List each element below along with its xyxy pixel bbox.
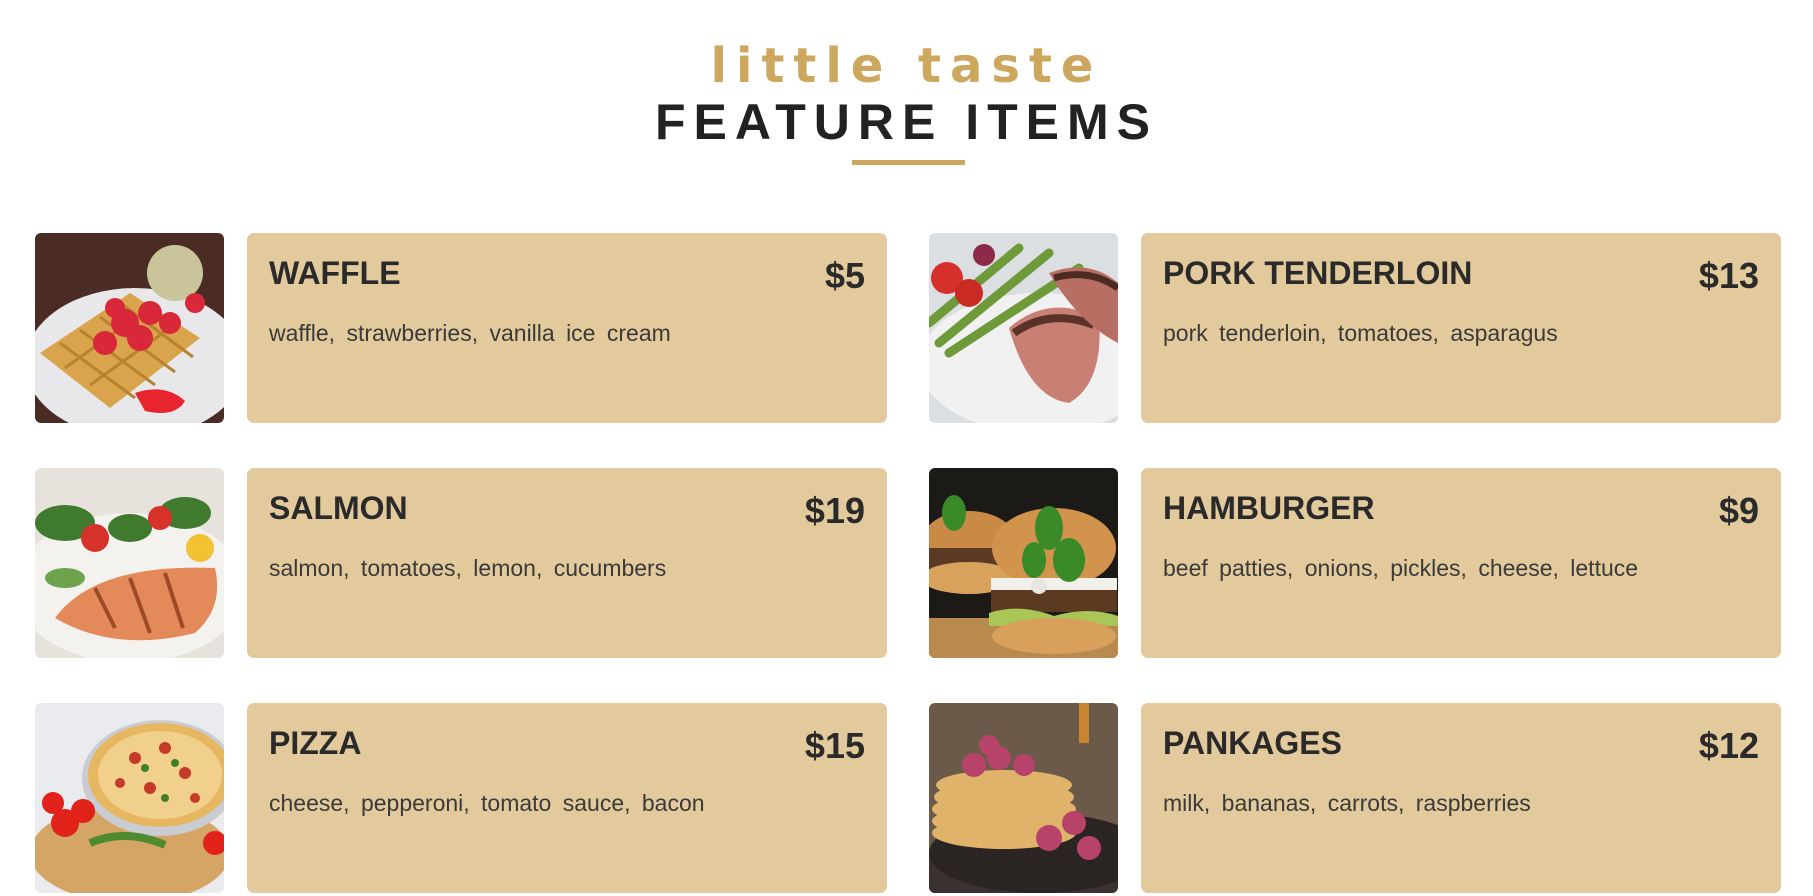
- item-name: PANKAGES: [1163, 725, 1342, 761]
- menu-item-pizza[interactable]: [35, 703, 908, 893]
- menu-card: [247, 468, 887, 658]
- menu-item-pork-tenderloin[interactable]: [929, 233, 1802, 423]
- menu-card: [247, 703, 887, 893]
- menu-card: [247, 233, 887, 423]
- waffle-photo: [35, 233, 224, 423]
- item-name: PORK TENDERLOIN: [1163, 255, 1473, 291]
- item-description: cheese, pepperoni, tomato sauce, bacon: [269, 790, 705, 816]
- item-name: PIZZA: [269, 725, 362, 761]
- menu-card: [1141, 233, 1781, 423]
- item-price: $13: [1698, 255, 1759, 296]
- hamburger-photo: [929, 468, 1118, 658]
- pancakes-photo: [929, 703, 1118, 893]
- item-price: $15: [804, 725, 865, 766]
- item-description: beef patties, onions, pickles, cheese, lettuce: [1163, 555, 1639, 581]
- item-price: $9: [1718, 490, 1759, 531]
- section-subtitle: little taste: [710, 38, 1103, 94]
- menu-card: [1141, 468, 1781, 658]
- title-underline: [852, 160, 965, 165]
- menu-item-pankages[interactable]: [929, 703, 1802, 893]
- item-description: pork tenderloin, tomatoes, asparagus: [1163, 320, 1558, 346]
- item-description: salmon, tomatoes, lemon, cucumbers: [269, 555, 667, 581]
- item-name: HAMBURGER: [1163, 490, 1375, 526]
- section-title: FEATURE ITEMS: [654, 94, 1159, 150]
- pizza-photo: [35, 703, 224, 893]
- item-price: $5: [824, 255, 865, 296]
- item-price: $12: [1698, 725, 1759, 766]
- salmon-photo: [35, 468, 224, 658]
- item-name: SALMON: [269, 490, 408, 526]
- item-description: milk, bananas, carrots, raspberries: [1163, 790, 1531, 816]
- item-price: $19: [804, 490, 865, 531]
- menu-item-salmon[interactable]: [35, 468, 908, 658]
- menu-item-waffle[interactable]: [35, 233, 908, 423]
- item-description: waffle, strawberries, vanilla ice cream: [269, 320, 671, 346]
- menu-card: [1141, 703, 1781, 893]
- pork-tenderloin-photo: [929, 233, 1118, 423]
- menu-item-hamburger[interactable]: [929, 468, 1802, 658]
- section-header: [0, 38, 1813, 150]
- item-name: WAFFLE: [269, 255, 401, 291]
